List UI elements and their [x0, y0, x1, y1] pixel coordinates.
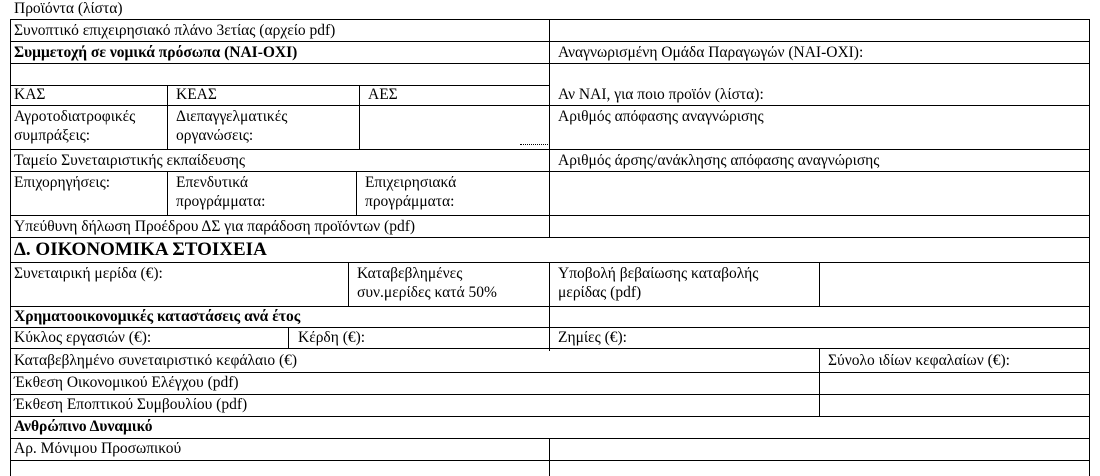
total-equity-label: Σύνολο ιδίων κεφαλαίων (€):	[828, 352, 1010, 369]
coop-share-label: Συνεταιρική μερίδα (€):	[14, 265, 163, 282]
products-list-label: Προϊόντα (λίστα)	[14, 0, 123, 17]
rule	[10, 63, 1090, 64]
paid-shares-label-line1: Καταβεβλημένες	[357, 265, 463, 282]
rule	[1089, 19, 1090, 476]
rule	[348, 262, 349, 306]
rule	[167, 171, 168, 215]
rule	[10, 149, 1090, 150]
business-prog-label-line2: προγράμματα:	[365, 193, 455, 210]
rule	[10, 416, 1090, 417]
losses-label: Ζημίες (€):	[558, 329, 627, 346]
agrifood-label-line1: Αγροτοδιατροφικές	[14, 108, 136, 125]
producer-group-label: Αναγνωρισμένη Ομάδα Παραγωγών (ΝΑΙ-ΟΧΙ):	[558, 44, 864, 61]
coop-education-fund-label: Ταμείο Συνεταιριστικής εκπαίδευσης	[14, 152, 245, 169]
rule	[10, 85, 550, 86]
rule	[10, 171, 1090, 172]
payment-cert-label-line1: Υποβολή βεβαίωσης καταβολής	[558, 265, 759, 282]
supervisory-report-label: Έκθεση Εποπτικού Συμβουλίου (pdf)	[14, 396, 248, 413]
legal-entities-header: Συμμετοχή σε νομικά πρόσωπα (ΝΑΙ-ΟΧΙ)	[14, 44, 298, 61]
rule	[10, 394, 1090, 395]
rule	[10, 215, 1090, 216]
chairman-declaration-label: Υπεύθυνη δήλωση Προέδρου ΔΣ για παράδοση προϊόντων (pdf)	[14, 218, 416, 235]
profit-label: Κέρδη (€):	[298, 329, 366, 346]
investment-label-line1: Επενδυτικά	[176, 174, 248, 191]
grants-label: Επιχορηγήσεις:	[14, 174, 111, 191]
rule	[819, 348, 820, 416]
rule	[10, 19, 11, 476]
rule	[10, 262, 1090, 263]
rule	[549, 19, 550, 238]
rule	[10, 306, 1090, 307]
turnover-label: Κύκλος εργασιών (€):	[14, 329, 152, 346]
rule	[10, 41, 1090, 42]
human-resources-header: Ανθρώπινο Δυναμικό	[14, 418, 153, 435]
rule	[10, 327, 1090, 328]
revocation-number-label: Αριθμός άρσης/ανάκλησης απόφασης αναγνώρισης	[558, 152, 880, 169]
rule	[356, 171, 357, 215]
investment-label-line2: προγράμματα:	[176, 193, 266, 210]
agrifood-label-line2: συμπράξεις:	[14, 127, 91, 144]
keas-label: ΚΕΑΣ	[176, 86, 217, 103]
recognition-number-label: Αριθμός απόφασης αναγνώρισης	[558, 108, 764, 125]
dotted-rule	[520, 144, 548, 145]
audit-report-label: Έκθεση Οικονομικού Ελέγχου (pdf)	[14, 374, 239, 391]
rule	[549, 262, 550, 351]
payment-cert-label-line2: μερίδας (pdf)	[558, 284, 642, 301]
rule	[167, 85, 168, 149]
interprof-label-line2: οργανώσεις:	[176, 127, 254, 144]
paid-capital-label: Καταβεβλημένο συνεταιριστικό κεφάλαιο (€)	[14, 352, 298, 369]
rule	[549, 438, 550, 476]
aes-label: ΑΕΣ	[368, 86, 398, 103]
business-prog-label-line1: Επιχειρησιακά	[365, 174, 457, 191]
interprof-label-line1: Διεπαγγελματικές	[176, 108, 288, 125]
rule	[10, 237, 1090, 238]
rule	[359, 85, 360, 149]
permanent-staff-label: Αρ. Μόνιμου Προσωπικού	[14, 440, 182, 457]
rule	[819, 262, 820, 306]
fin-statements-header: Χρηματοοικονομικές καταστάσεις ανά έτος	[14, 308, 301, 325]
rule	[10, 460, 1090, 461]
rule	[10, 372, 1090, 373]
rule	[288, 327, 289, 348]
rule	[10, 348, 1090, 349]
paid-shares-label-line2: συν.μερίδες κατά 50%	[357, 284, 497, 301]
business-plan-label: Συνοπτικό επιχειρησιακό πλάνο 3ετίας (αρχείο pdf)	[14, 22, 336, 39]
if-yes-product-label: Αν ΝΑΙ, για ποιο προϊόν (λίστα):	[558, 86, 764, 103]
rule	[10, 438, 1090, 439]
rule	[10, 105, 1090, 106]
section-d-heading: Δ. ΟΙΚΟΝΟΜΙΚΑ ΣΤΟΙΧΕΙΑ	[14, 239, 267, 260]
rule	[10, 19, 1090, 20]
kas-label: ΚΑΣ	[14, 86, 46, 103]
